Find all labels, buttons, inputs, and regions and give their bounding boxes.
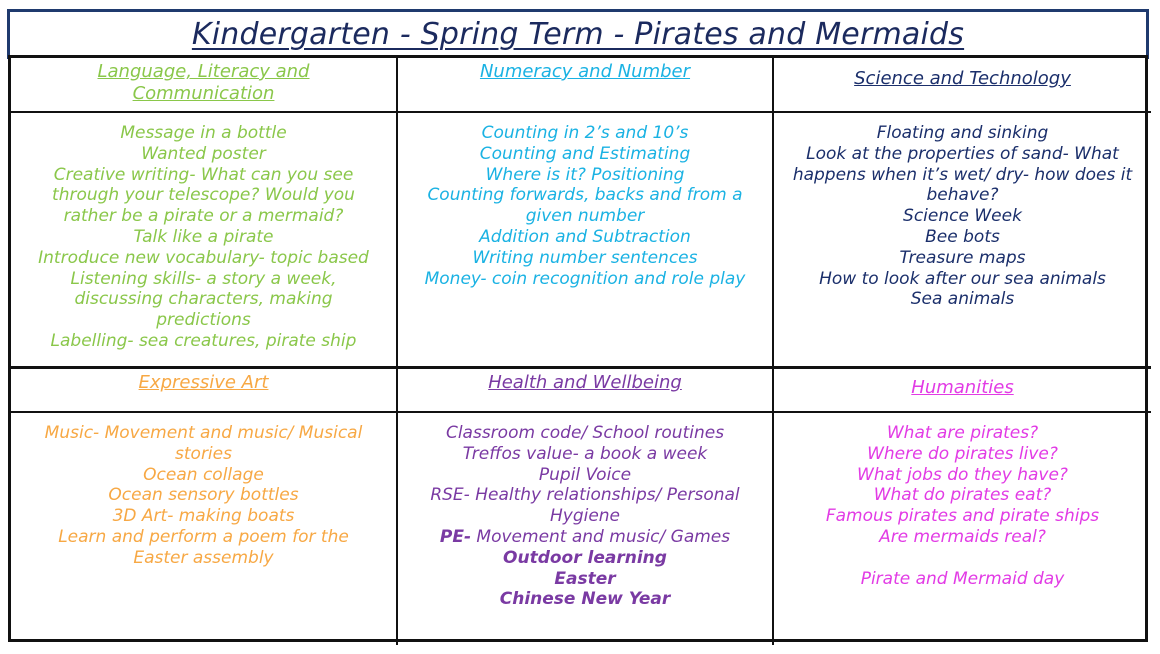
list-item: Pupil Voice — [538, 464, 632, 485]
page-title: Kindergarten - Spring Term - Pirates and Mermaids — [191, 16, 965, 52]
list-item: Music- Movement and music/ Musical stories — [44, 423, 363, 464]
heading-humanities: Humanities — [774, 369, 1151, 413]
list-item: Creative writing- What can you see through your telescope? Would you rather be a pirate or a mermaid? — [52, 164, 355, 227]
section-science — [774, 113, 1151, 369]
list-item: Ocean collage — [143, 464, 264, 485]
list-item: Labelling- sea creatures, pirate ship — [50, 330, 357, 351]
section-numeracy — [398, 113, 774, 369]
list-item: Where do pirates live? — [867, 443, 1058, 464]
list-item: Writing number sentences — [472, 247, 698, 268]
list-item: Introduce new vocabulary- topic based — [38, 247, 369, 268]
heading-language: Language, Literacy and Communication — [11, 58, 398, 113]
list-item: Classroom code/ School routines — [445, 423, 725, 443]
pe-text: Movement and music/ Games — [471, 526, 731, 547]
section-language — [11, 113, 398, 369]
list-item: Where is it? Positioning — [485, 164, 685, 185]
list-item-pe — [406, 527, 764, 548]
list-item: Treffos value- a book a week — [462, 443, 708, 464]
list-item: Pirate and Mermaid day — [860, 568, 1065, 589]
list-item: Treasure maps — [899, 247, 1026, 268]
list-item: Learn and perform a poem for the Easter assembly — [58, 526, 349, 568]
list-item: Wanted poster — [141, 143, 266, 164]
list-item: Money- coin recognition and role play — [424, 268, 746, 289]
heading-health: Health and Wellbeing — [398, 369, 774, 413]
section-humanities — [774, 413, 1151, 645]
list-item: Counting in 2’s and 10’s — [481, 123, 689, 143]
title-box — [7, 9, 1149, 59]
list-item: Counting and Estimating — [479, 143, 691, 164]
list-item: Counting forwards, backs and from a given number — [427, 185, 743, 227]
list-item: Ocean sensory bottles — [108, 485, 299, 506]
list-item: How to look after our sea animals — [819, 268, 1106, 289]
list-item: Are mermaids real? — [879, 526, 1046, 547]
heading-numeracy: Numeracy and Number — [398, 58, 774, 113]
list-item: Addition and Subtraction — [479, 226, 691, 247]
list-item: Talk like a pirate — [133, 226, 274, 247]
list-item: Famous pirates and pirate ships — [825, 506, 1100, 527]
list-item: Chinese New Year — [499, 589, 671, 610]
heading-science: Science and Technology — [774, 58, 1151, 113]
topic-grid — [8, 55, 1148, 642]
list-item: Sea animals — [910, 289, 1015, 310]
list-item: Floating and sinking — [876, 123, 1049, 143]
list-item: What do pirates eat? — [873, 485, 1052, 506]
pe-label: PE- — [439, 526, 472, 547]
list-item: Outdoor learning — [503, 547, 667, 568]
list-item: Easter — [554, 568, 616, 589]
list-item: What are pirates? — [886, 423, 1039, 443]
list-item: Listening skills- a story a week, discussing characters, making predictions — [70, 268, 337, 331]
section-health — [398, 413, 774, 645]
list-item: 3D Art- making boats — [112, 506, 295, 527]
list-item: Message in a bottle — [120, 123, 287, 143]
section-art — [11, 413, 398, 645]
list-item: RSE- Healthy relationships/ Personal Hygiene — [430, 485, 740, 527]
list-item: What jobs do they have? — [857, 464, 1068, 485]
list-item: Bee bots — [925, 226, 1000, 247]
heading-art: Expressive Art — [11, 369, 398, 413]
spacer — [782, 548, 1143, 569]
list-item: Science Week — [903, 206, 1022, 227]
list-item: Look at the properties of sand- What happens when it’s wet/ dry- how does it behave? — [792, 143, 1133, 206]
